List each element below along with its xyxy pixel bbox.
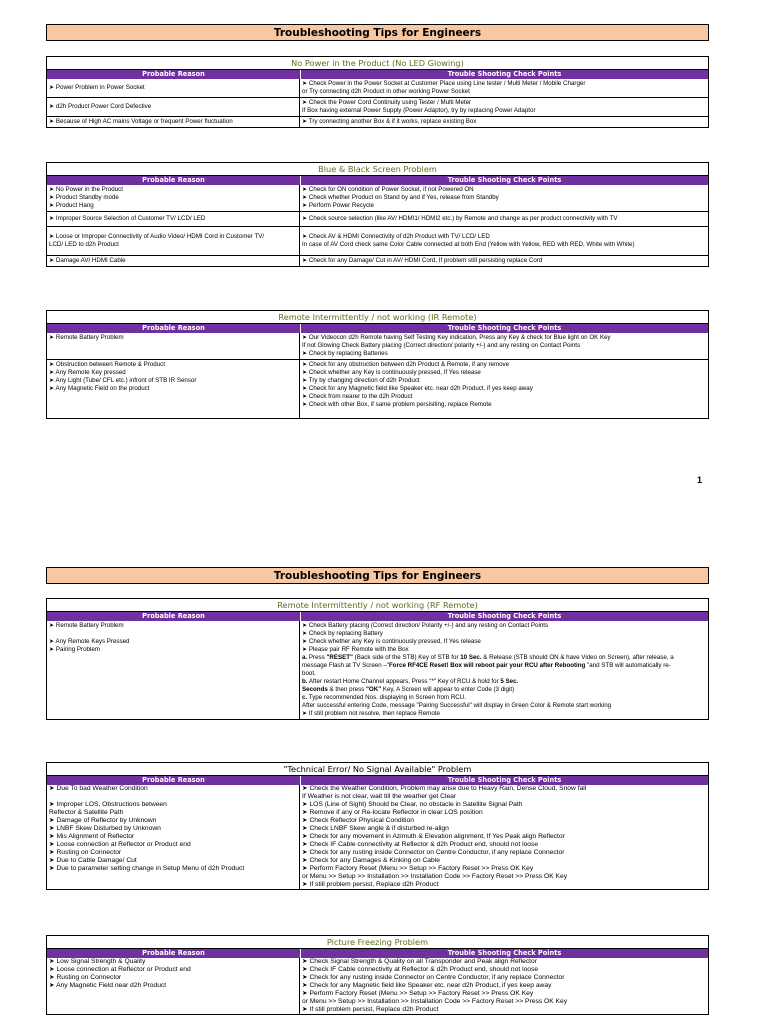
- text-line: ➤ Product Hang: [49, 202, 94, 209]
- text-line: ➤ Because of High AC mains Voltage or frequent Power fluctuation: [49, 118, 233, 125]
- text-line: ➤ Loose connection at Reflector or Product end: [49, 841, 191, 848]
- text-line: ➤ Perform Factory Reset (Menu >> Setup >> Factory Reset >> Press OK Key: [302, 865, 534, 872]
- text-line: ➤ Loose connection at Reflector or Product end: [49, 966, 191, 973]
- text-line: ➤ Check with other Box, if same problem persisiting, replace Remote: [302, 401, 492, 408]
- reason-cell: [47, 227, 300, 255]
- text-line: c. Type recommended Nos. displaying in Screen from RCU.: [302, 694, 466, 701]
- section-title: Blue & Black Screen Problem: [47, 163, 708, 176]
- text-line: ➤ Low Signal Strength & Quality: [49, 958, 146, 965]
- checkpoint-cell: [300, 817, 708, 825]
- text-line: ➤ Remote Battery Problem: [49, 622, 124, 629]
- header-checkpoints: Trouble Shooting Check Points: [447, 949, 562, 957]
- table-row: [47, 79, 708, 97]
- table-row: [47, 990, 708, 1014]
- checkpoint-cell: [300, 785, 708, 801]
- reason-cell: [47, 817, 300, 825]
- text-line: ➤ Check whether any Key is continuously pressed, If Yes release: [302, 638, 481, 645]
- text-line: ➤ d2h Product Power Cord Defective: [49, 103, 152, 110]
- text-line: ➤ Check for any movement in Azimuth & Elevation alignment, If Yes Peak align Reflector: [302, 833, 565, 840]
- checkpoint-cell: [300, 212, 708, 226]
- text-line: ➤ Any Magnetic Field near d2h Product: [49, 982, 167, 989]
- checkpoint-cell: [300, 857, 708, 865]
- reason-cell: [47, 982, 300, 990]
- text-line: ➤ Any Remote Keys Pressed: [49, 638, 130, 645]
- reason-cell: [47, 785, 300, 801]
- table-row: [47, 849, 708, 857]
- reason-cell: [47, 841, 300, 849]
- table-row: [47, 785, 708, 801]
- table-row: [47, 841, 708, 849]
- reason-cell: [47, 865, 300, 889]
- table-row: [47, 974, 708, 982]
- page-title-2: Troubleshooting Tips for Engineers: [46, 567, 709, 584]
- header-reason: Probable Reason: [47, 324, 301, 333]
- reason-cell: [47, 966, 300, 974]
- table-row: [47, 185, 708, 211]
- checkpoint-cell: [300, 865, 708, 889]
- reason-cell: [47, 98, 300, 116]
- table-row: [47, 833, 708, 841]
- text-line: ➤ Damage AV/ HDMI Cable: [49, 257, 126, 264]
- text-line: ➤ Check AV & HDMI Connectivity of d2h Product with TV/ LCD/ LED: [302, 233, 490, 240]
- header-reason: Probable Reason: [47, 949, 301, 958]
- checkpoint-cell: [300, 825, 708, 833]
- text-line: ➤ Check IF Cable connectivity at Reflector & d2h Product end, should not loose: [302, 966, 539, 973]
- checkpoint-cell: [300, 849, 708, 857]
- header-checkpoints: Trouble Shooting Check Points: [447, 776, 562, 784]
- text-line: After successful entering Code, message "Pairing Successful" will display in Green Color & Remote start working: [302, 702, 612, 709]
- table-row: [47, 359, 708, 418]
- reason-cell: [47, 79, 300, 97]
- checkpoint-cell: [300, 117, 708, 127]
- text-line: [49, 401, 297, 409]
- text-line: ➤ Perform Factory Reset (Menu >> Setup >> Factory Reset >> Press OK Key: [302, 990, 534, 997]
- text-line: ➤ Check by replacing Batteries: [302, 350, 388, 357]
- header-checkpoints: Trouble Shooting Check Points: [447, 612, 562, 620]
- reason-cell: [47, 185, 300, 211]
- table-row: [47, 116, 708, 127]
- header-reason: Probable Reason: [47, 612, 301, 621]
- text-line: ➤ Remote Battery Problem: [49, 334, 124, 341]
- reason-cell: [47, 857, 300, 865]
- text-line: ➤ Check for any rusting inside Connector on Centre Conductor, if any replace Connector: [302, 849, 565, 856]
- text-line: or Menu >> Setup >> Installation >> Installation Code >> Factory Reset >> Press OK Key: [302, 873, 568, 880]
- table-header: [47, 70, 708, 79]
- section-title: Remote Intermittently / not working (RF Remote): [47, 599, 708, 612]
- checkpoint-cell: [300, 227, 708, 255]
- text-line: [49, 990, 297, 998]
- text-line: ➤ Check whether Product on Stand by and if Yes, release from Standby: [302, 194, 499, 201]
- header-checkpoints: Trouble Shooting Check Points: [447, 324, 562, 332]
- text-line: ➤ Due To bad Weather Condition: [49, 785, 148, 792]
- text-line: ➤ Our Videocon d2h Remote having Self Testing Key indication, Press any Key & check for Blue light on OK Key: [302, 334, 611, 341]
- text-line: ➤ Damage of Reflector by Unknown: [49, 817, 157, 824]
- text-line: If Box having external Power Supply (Power Adaptor), try by replacing Power Adaptor: [302, 107, 536, 114]
- reason-cell: [47, 974, 300, 982]
- reason-cell: [47, 360, 300, 418]
- text-line: ➤ Any Light (Tube/ CFL etc.) infront of STB IR Sensor: [49, 377, 197, 384]
- text-line: ➤ If still problem not resolve, then replace Remote: [302, 710, 440, 717]
- text-line: If not Glowing Check Battery placing (Correct direction/ polarity +/-) and any resting on Contact Points: [302, 342, 581, 349]
- checkpoint-cell: [300, 79, 708, 97]
- checkpoint-cell: [300, 982, 708, 990]
- text-line: ➤ Check for ON condition of Power Socket, if not Powered ON: [302, 186, 474, 193]
- text-line: ➤ Due to parameter setting change in Setup Menu of d2h Product: [49, 865, 245, 872]
- text-line: ➤ Check for any Damage/ Cut in AV/ HDMI Cord, If problem still persisting replace Cord: [302, 257, 543, 264]
- text-line: ➤ Any Magnetic Field on the product: [49, 385, 150, 392]
- checkpoint-cell: [300, 256, 708, 266]
- reason-cell: [47, 212, 300, 226]
- text-line: ➤ Check LNBF Skew angle & if disturbed re-align: [302, 825, 449, 832]
- reason-cell: [47, 117, 300, 127]
- section-technical-error: [46, 762, 709, 890]
- table-row: [47, 255, 708, 266]
- table-row: [47, 966, 708, 974]
- reason-cell: [47, 833, 300, 841]
- text-line: ➤ Obstruction between Remote & Product: [49, 361, 165, 368]
- text-line: [49, 630, 297, 638]
- text-line: b. After restart Home Channel appears, Press "*" Key of RCU & hold for 5 Sec.: [302, 678, 519, 685]
- text-line: ➤ Rusting on Connector: [49, 849, 122, 856]
- page-number: 1: [696, 475, 702, 485]
- text-line: ➤ Due to Cable Damage/ Cut: [49, 857, 137, 864]
- text-line: [49, 409, 297, 417]
- section-blue-black-screen: [46, 162, 709, 267]
- checkpoint-cell: [300, 833, 708, 841]
- section-picture-freezing: [46, 935, 709, 1015]
- text-line: Reflector & Satellite Path: [49, 809, 124, 816]
- checkpoint-cell: [300, 185, 708, 211]
- table-row: [47, 865, 708, 889]
- text-line: ➤ Check by replacing Battery: [302, 630, 383, 637]
- text-line: ➤ LNBF Skew Disturbed by Unknown: [49, 825, 161, 832]
- text-line: ➤ Check source selection (like AV/ HDMI1/ HDMI2 etc.) by Remote and change as per product connectivity with TV: [302, 215, 618, 222]
- table-row: [47, 825, 708, 833]
- text-line: or Menu >> Setup >> Installation >> Installation Code >> Factory Reset >> Press OK Key: [302, 998, 568, 1005]
- header-reason: Probable Reason: [47, 176, 301, 185]
- text-line: ➤ Check the Power Cord Continuity using Tester / Multi Meter: [302, 99, 472, 106]
- reason-cell: [47, 621, 300, 719]
- table-row: [47, 801, 708, 817]
- reason-cell: [47, 990, 300, 1014]
- section-ir-remote: [46, 310, 709, 419]
- reason-cell: [47, 825, 300, 833]
- text-line: ➤ Try by changing direction of d2h Product: [302, 377, 420, 384]
- table-row: [47, 982, 708, 990]
- text-line: ➤ Check for any Damages & Kinking on Cable: [302, 857, 440, 864]
- text-line: ➤ Remove if any or Re-locate Reflector in clear LOS position: [302, 809, 483, 816]
- text-line: ➤ Pairing Problem: [49, 646, 100, 653]
- text-line: ➤ Rusting on Connector: [49, 974, 122, 981]
- table-header: [47, 176, 708, 185]
- table-row: [47, 333, 708, 359]
- table-header: [47, 612, 708, 621]
- text-line: ➤ Loose or Improper Connectivity of Audio Video/ HDMI Cord in Customer TV/: [49, 233, 265, 240]
- text-line: ➤ Please pair RF Remote with the Box: [302, 646, 409, 653]
- table-header: [47, 324, 708, 333]
- text-line: ➤ If still problem persist, Replace d2h Product: [302, 1006, 439, 1013]
- table-header: [47, 949, 708, 958]
- text-line: ➤ Check Signal Strength & Quality on all Transponder and Peak align Reflector: [302, 958, 537, 965]
- text-line: LCD/ LED to d2h Product: [49, 241, 119, 248]
- header-checkpoints: Trouble Shooting Check Points: [447, 70, 562, 78]
- header-checkpoints: Trouble Shooting Check Points: [447, 176, 562, 184]
- text-line: message Flash at TV Screen –"Force RF4CE Reset! Box will reboot pair your RCU after Rebooting "and STB will automatically re-: [302, 662, 671, 669]
- text-line: ➤ Check whether any Key is continuously pressed, If Yes release: [302, 369, 481, 376]
- text-line: ➤ Improper Source Selection of Customer TV/ LCD/ LED: [49, 215, 206, 222]
- checkpoint-cell: [300, 841, 708, 849]
- table-row: [47, 817, 708, 825]
- text-line: ➤ Check for any Magnetic field like Speaker etc. near d2h Product, if yes keep away: [302, 385, 533, 392]
- table-row: [47, 621, 708, 719]
- checkpoint-cell: [300, 966, 708, 974]
- checkpoint-cell: [300, 621, 708, 719]
- text-line: ➤ Any Remote Key pressed: [49, 369, 126, 376]
- text-line: ➤ If still problem persist, Replace d2h Product: [302, 881, 439, 888]
- text-line: If Weather is not clear, wait till the weather get Clear: [302, 793, 457, 800]
- text-line: ➤ Mis Alignment of Reflector: [49, 833, 135, 840]
- text-line: a. Press "RESET" (Back side of the STB) Key of STB for 10 Sec. & Release (STB should ON & have Video on Screen), after release, a: [302, 654, 674, 661]
- checkpoint-cell: [300, 360, 708, 418]
- table-row: [47, 97, 708, 116]
- text-line: ➤ Perform Power Recycle: [302, 202, 374, 209]
- section-no-power: [46, 56, 709, 128]
- checkpoint-cell: [300, 974, 708, 982]
- text-line: Seconds & then press "OK" Key, A Screen will appear to enter Code (3 digit): [302, 686, 515, 693]
- checkpoint-cell: [300, 958, 708, 966]
- text-line: ➤ Check for any obstruction between d2h Product & Remote, if any remove: [302, 361, 510, 368]
- section-rf-remote: [46, 598, 709, 720]
- checkpoint-cell: [300, 801, 708, 817]
- header-reason: Probable Reason: [47, 776, 301, 785]
- section-title: Picture Freezing Problem: [47, 936, 708, 949]
- reason-cell: [47, 849, 300, 857]
- table-row: [47, 958, 708, 966]
- table-header: [47, 776, 708, 785]
- table-row: [47, 226, 708, 255]
- checkpoint-cell: [300, 990, 708, 1014]
- text-line: ➤ No Power in the Product: [49, 186, 123, 193]
- text-line: ➤ Check for any Magnetic field like Speaker etc. near d2h Product, if yes keep away: [302, 982, 552, 989]
- text-line: [49, 393, 297, 401]
- text-line: boot.: [302, 670, 316, 677]
- section-title: "Technical Error/ No Signal Available" Problem: [47, 763, 708, 776]
- text-line: ➤ LOS (Line of Sight) Should be Clear, no obstacle in Satellite Signal Path: [302, 801, 523, 808]
- reason-cell: [47, 256, 300, 266]
- checkpoint-cell: [300, 333, 708, 359]
- text-line: ➤ Check from nearer to the d2h Product: [302, 393, 413, 400]
- reason-cell: [47, 958, 300, 966]
- reason-cell: [47, 801, 300, 817]
- text-line: ➤ Check for any rusting inside Connector on Centre Conductor, if any replace Connector: [302, 974, 565, 981]
- text-line: ➤ Improper LOS, Obstructions between: [49, 801, 167, 808]
- section-title: No Power in the Product (No LED Glowing): [47, 57, 708, 70]
- header-reason: Probable Reason: [47, 70, 301, 79]
- text-line: ➤ Power Problem in Power Socket: [49, 84, 145, 91]
- text-line: ➤ Check Power in the Power Socket at Customer Place using Line tester / Multi Meter / Mobile Charger: [302, 80, 586, 87]
- section-title: Remote Intermittently / not working (IR Remote): [47, 311, 708, 324]
- text-line: In case of AV Cord check same Color Cable connected at both End (Yellow with Yellow, RED with RED, White with White): [302, 241, 635, 248]
- text-line: ➤ Check IF Cable connectivity at Reflector & d2h Product end, should not loose: [302, 841, 539, 848]
- reason-cell: [47, 333, 300, 359]
- text-line: ➤ Try connecting another Box & if it works, replace existing Box: [302, 118, 477, 125]
- table-row: [47, 857, 708, 865]
- text-line: ➤ Check Battery placing (Correct direction/ Polarity +/-) and any resting on Contact Points: [302, 622, 549, 629]
- checkpoint-cell: [300, 98, 708, 116]
- text-line: ➤ Check the Weather Condition, Problem may arise due to Heavy Rain, Dense Cloud, Snow fall: [302, 785, 587, 792]
- table-row: [47, 211, 708, 226]
- text-line: ➤ Check Reflector Physical Condition: [302, 817, 414, 824]
- text-line: ➤ Product Standby mode: [49, 194, 119, 201]
- text-line: or Try connecting d2h Product in other working Power Socket: [302, 88, 470, 95]
- page-title: Troubleshooting Tips for Engineers: [46, 24, 709, 41]
